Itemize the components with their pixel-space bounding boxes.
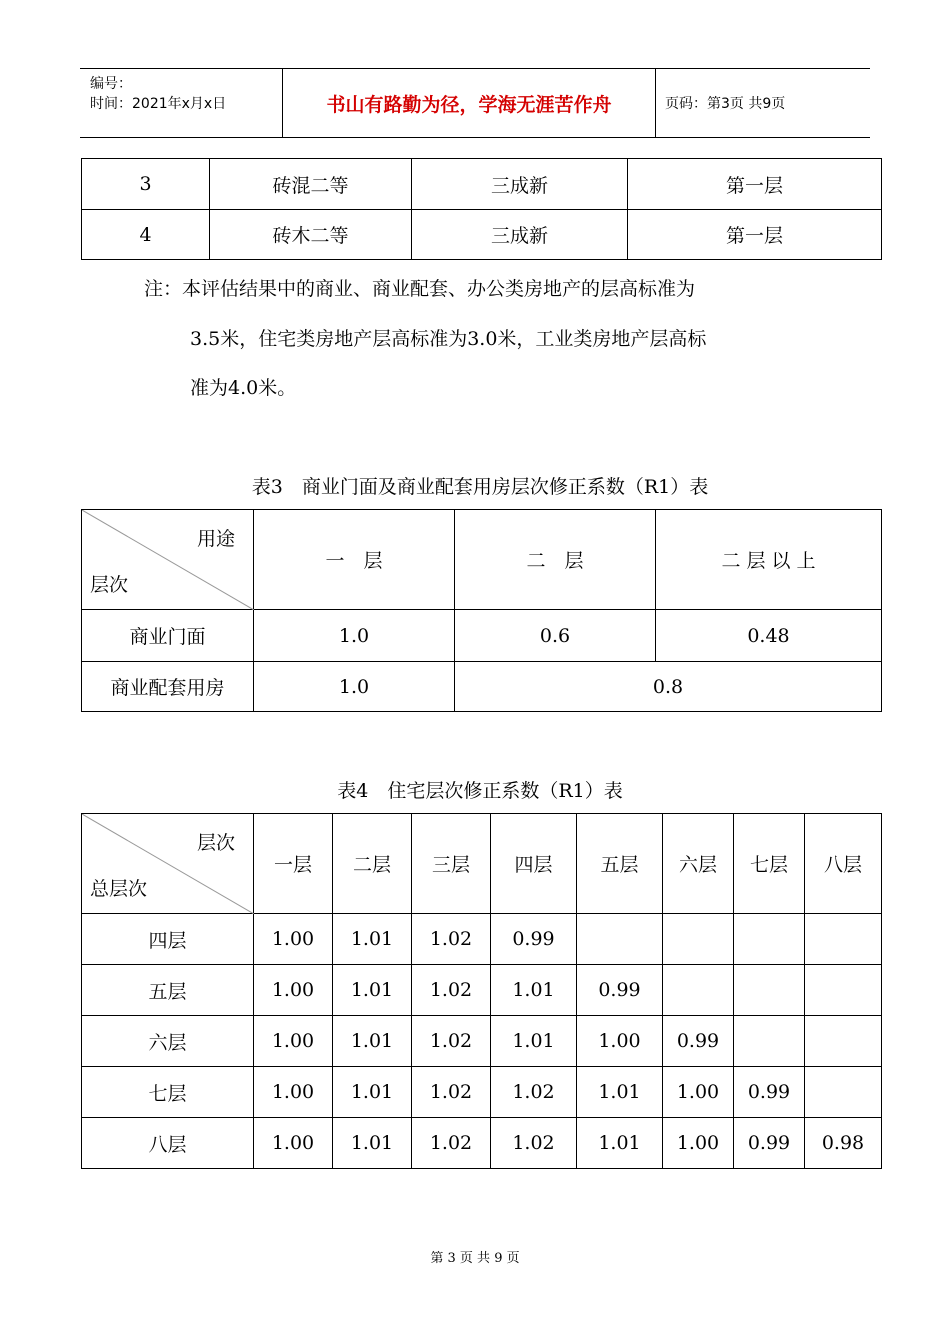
table-cell (663, 965, 734, 1016)
table-cell: 1.01 (577, 1118, 663, 1169)
number-label: 编号： (90, 76, 132, 92)
table-cell: 0.48 (656, 610, 882, 662)
column-header: 二 层 (455, 510, 656, 610)
row-label: 八层 (82, 1118, 254, 1169)
corner-bottom-label: 总层次 (90, 878, 148, 900)
table-cell (805, 914, 882, 965)
table4-caption: 表4 住宅层次修正系数（R1）表 (337, 780, 623, 802)
column-header: 一层 (254, 814, 333, 914)
table-continued (81, 158, 882, 260)
table-cell: 1.01 (333, 1067, 412, 1118)
row-label: 商业门面 (82, 610, 254, 662)
table3 (81, 509, 882, 712)
table-cell: 0.99 (663, 1016, 734, 1067)
table-cell: 0.98 (805, 1118, 882, 1169)
table-cell: 0.99 (734, 1118, 805, 1169)
table-cell: 1.01 (333, 1016, 412, 1067)
table-row (82, 1118, 882, 1169)
table-cell: 1.01 (333, 965, 412, 1016)
table-cell: 0.99 (491, 914, 577, 965)
corner-bottom-label: 层次 (90, 574, 129, 596)
table-row (82, 210, 882, 260)
table-row (82, 1067, 882, 1118)
table-cell (577, 914, 663, 965)
table-row (82, 159, 882, 210)
table3-caption: 表3 商业门面及商业配套用房层次修正系数（R1）表 (251, 476, 709, 498)
table-cell: 1.02 (412, 965, 491, 1016)
note-line-3: 准为4.0米。 (190, 377, 297, 399)
table-cell: 3 (82, 159, 210, 210)
column-header: 六层 (663, 814, 734, 914)
table-cell: 1.00 (577, 1016, 663, 1067)
table-cell (663, 914, 734, 965)
table-cell: 1.01 (333, 914, 412, 965)
note-line-1: 注：本评估结果中的商业、商业配套、办公类房地产的层高标准为 (144, 278, 696, 300)
column-header: 一 层 (254, 510, 455, 610)
table-cell: 1.0 (254, 662, 455, 712)
table-cell (734, 965, 805, 1016)
table-cell: 1.02 (412, 1067, 491, 1118)
table-cell: 1.02 (491, 1118, 577, 1169)
table-row (82, 610, 882, 662)
table-cell: 砖木二等 (210, 210, 412, 260)
table4-body (82, 914, 882, 1169)
table-cell: 砖混二等 (210, 159, 412, 210)
table-cell: 0.99 (734, 1067, 805, 1118)
header-meta (80, 69, 283, 137)
table-cell: 0.99 (577, 965, 663, 1016)
table-cell (805, 965, 882, 1016)
column-header: 四层 (491, 814, 577, 914)
row-label: 六层 (82, 1016, 254, 1067)
table-cell: 1.00 (254, 914, 333, 965)
table-header-row (82, 510, 882, 610)
table-cell: 1.00 (663, 1118, 734, 1169)
table-cell: 第一层 (628, 159, 882, 210)
header-motto: 书山有路勤为径，学海无涯苦作舟 (283, 69, 656, 137)
row-label: 四层 (82, 914, 254, 965)
table-row (82, 965, 882, 1016)
corner-top-label: 层次 (196, 832, 235, 854)
table-row (82, 1016, 882, 1067)
note-line-2: 3.5米，住宅类房地产层高标准为3.0米，工业类房地产层高标 (190, 328, 707, 350)
table-cell: 1.01 (333, 1118, 412, 1169)
table-cell (805, 1016, 882, 1067)
table-cell: 1.02 (491, 1067, 577, 1118)
table-row (82, 662, 882, 712)
column-header: 二层 (333, 814, 412, 914)
table-cell: 1.00 (254, 1118, 333, 1169)
table-cell (734, 914, 805, 965)
table-cell: 0.8 (455, 662, 882, 712)
table4 (81, 813, 882, 1169)
table-cell: 三成新 (412, 159, 628, 210)
table-cell: 三成新 (412, 210, 628, 260)
time-label: 时间：2021年x月x日 (90, 96, 227, 112)
table-cell: 1.0 (254, 610, 455, 662)
table-cell (805, 1067, 882, 1118)
table-cell: 1.00 (254, 1067, 333, 1118)
table-cell: 1.02 (412, 1016, 491, 1067)
table-cell: 1.01 (491, 965, 577, 1016)
table-cell: 1.02 (412, 914, 491, 965)
table-cell: 0.6 (455, 610, 656, 662)
table-cell: 4 (82, 210, 210, 260)
diagonal-corner-cell (82, 814, 254, 914)
table-row (82, 914, 882, 965)
corner-top-label: 用途 (196, 528, 235, 550)
page-header (80, 68, 870, 138)
column-header: 五层 (577, 814, 663, 914)
row-label: 七层 (82, 1067, 254, 1118)
table-cell: 1.00 (663, 1067, 734, 1118)
table-cell: 1.02 (412, 1118, 491, 1169)
column-header: 二 层 以 上 (656, 510, 882, 610)
row-label: 商业配套用房 (82, 662, 254, 712)
table-cell: 1.01 (491, 1016, 577, 1067)
diagonal-corner-cell (82, 510, 254, 610)
column-header: 八层 (805, 814, 882, 914)
row-label: 五层 (82, 965, 254, 1016)
page-footer: 第 3 页 共 9 页 (430, 1251, 520, 1266)
table-cell: 1.01 (577, 1067, 663, 1118)
column-header: 三层 (412, 814, 491, 914)
table-cell (734, 1016, 805, 1067)
table-cell: 第一层 (628, 210, 882, 260)
table-header-row (82, 814, 882, 914)
header-page-label: 页码：第3页 共9页 (665, 96, 786, 112)
table-cell: 1.00 (254, 1016, 333, 1067)
table-cell: 1.00 (254, 965, 333, 1016)
column-header: 七层 (734, 814, 805, 914)
